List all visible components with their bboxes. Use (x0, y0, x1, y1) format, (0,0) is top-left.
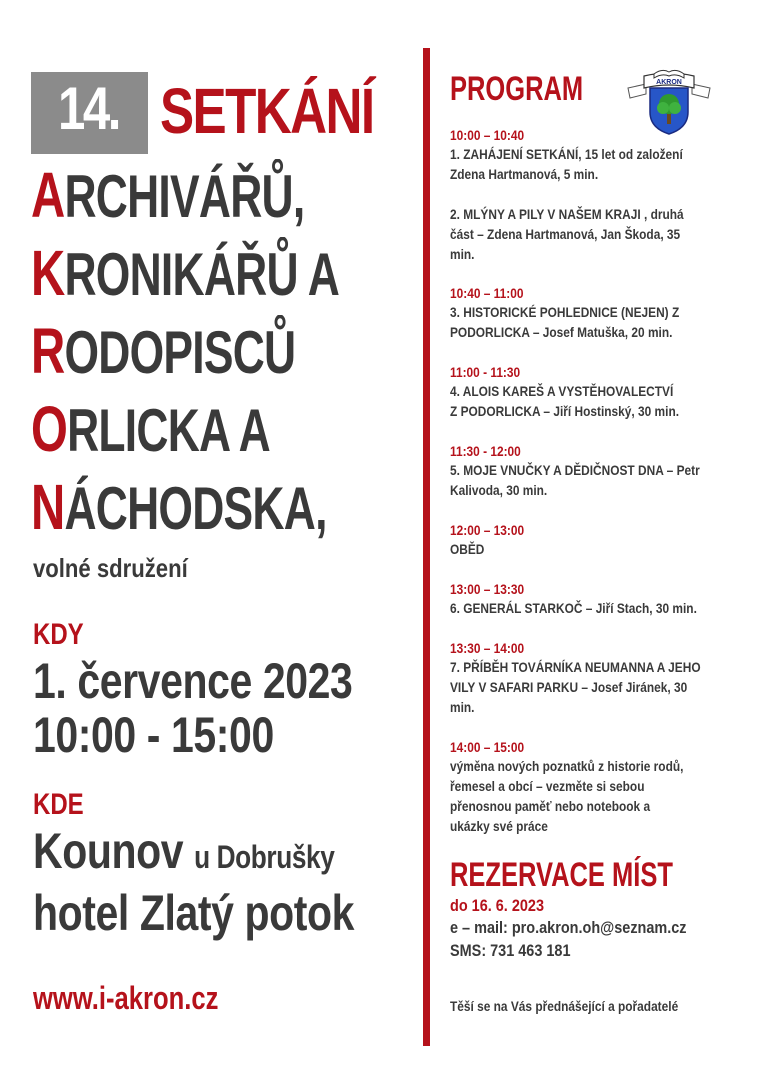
website-link[interactable]: www.i-akron.cz (33, 980, 219, 1016)
program-item-6 (450, 580, 750, 618)
acronym-line-rodopiscu (31, 314, 295, 388)
program-item-7 (450, 639, 750, 717)
program-desc: 3. HISTORICKÉ POHLEDNICE (NEJEN) Z (450, 304, 680, 320)
acronym-capital: N (31, 471, 65, 543)
program-desc: 2. MLÝNY A PILY V NAŠEM KRAJI , druhá (450, 206, 684, 222)
program-spacer (450, 184, 731, 204)
program-desc: 6. GENERÁL STARKOČ – Jiří Stach, 30 min. (450, 600, 697, 616)
program-desc: Kalivoda, 30 min. (450, 482, 548, 498)
program-desc: 1. ZAHÁJENÍ SETKÁNÍ, 15 let od založení (450, 146, 683, 162)
program-desc: přenosnou paměť nebo notebook a (450, 798, 651, 814)
program-time: 14:00 – 15:00 (450, 739, 525, 755)
program-desc: 5. MOJE VNUČKY A DĚDIČNOST DNA – Petr (450, 462, 700, 478)
acronym-capital: O (31, 393, 68, 465)
acronym-line-orlicka (31, 392, 270, 466)
acronym-line-nachodska (31, 470, 327, 544)
program-title: PROGRAM (450, 70, 584, 108)
program-desc: min. (450, 699, 475, 715)
logo-text: AKRON (656, 79, 682, 86)
program-item-5 (450, 521, 750, 559)
program-desc: výměna nových poznatků z historie rodů, (450, 758, 684, 774)
place-suffix: u Dobrušky (194, 839, 335, 875)
program-time: 11:00 - 11:30 (450, 364, 521, 380)
program-item-4 (450, 442, 750, 500)
acronym-line-archivaru (31, 158, 304, 232)
subtitle: volné sdružení (33, 553, 188, 583)
program-time: 13:00 – 13:30 (450, 581, 525, 597)
acronym-rest: RCHIVÁŘŮ, (64, 163, 305, 230)
place-name: Kounov (33, 823, 184, 879)
acronym-capital: K (31, 237, 65, 309)
program-desc: VILY V SAFARI PARKU – Josef Jiránek, 30 (450, 679, 688, 695)
program-time: 10:40 – 11:00 (450, 285, 524, 301)
reservation-email[interactable]: e – mail: pro.akron.oh@seznam.cz (450, 918, 687, 937)
program-desc: řemesel a obcí – vezměte si sebou (450, 778, 645, 794)
event-venue: hotel Zlatý potok (33, 885, 355, 941)
event-time: 10:00 - 15:00 (33, 707, 274, 763)
program-desc: PODORLICKA – Josef Matuška, 20 min. (450, 324, 673, 340)
program-item-1 (450, 126, 750, 264)
title-setkani: SETKÁNÍ (160, 75, 374, 147)
reservation-title: REZERVACE MÍST (450, 856, 673, 894)
program-desc: 4. ALOIS KAREŠ A VYSTĚHOVALECTVÍ (450, 383, 674, 399)
acronym-rest: RLICKA A (67, 397, 270, 464)
program-item-8 (450, 738, 750, 836)
acronym-rest: RONIKÁŘŮ A (64, 241, 340, 308)
acronym-line-kronikaru (31, 236, 339, 310)
column-divider (423, 48, 430, 1046)
acronym-rest: ODOPISCŮ (64, 319, 296, 386)
program-desc: část – Zdena Hartmanová, Jan Škoda, 35 (450, 226, 681, 242)
program-desc: ukázky své práce (450, 818, 548, 834)
acronym-rest: ÁCHODSKA, (64, 475, 327, 542)
program-time: 10:00 – 10:40 (450, 127, 525, 143)
where-label: KDE (33, 788, 84, 821)
program-desc: min. (450, 246, 475, 262)
program-item-2 (450, 284, 750, 342)
program-desc: Z PODORLICKA – Jiří Hostinský, 30 min. (450, 403, 680, 419)
closing-note: Těší se na Vás přednášející a pořadatelé (450, 998, 679, 1014)
program-time: 12:00 – 13:00 (450, 522, 525, 538)
acronym-capital: R (31, 315, 65, 387)
reservation-deadline: do 16. 6. 2023 (450, 896, 544, 915)
when-label: KDY (33, 618, 84, 651)
program-time: 11:30 - 12:00 (450, 443, 521, 459)
program-desc: Zdena Hartmanová, 5 min. (450, 166, 599, 182)
program-item-3 (450, 363, 750, 421)
acronym-capital: A (31, 159, 65, 231)
event-place (33, 822, 334, 880)
event-date: 1. července 2023 (33, 653, 353, 709)
reservation-sms: SMS: 731 463 181 (450, 941, 571, 960)
edition-number: 14. (58, 75, 120, 142)
program-desc: OBĚD (450, 541, 485, 557)
program-time: 13:30 – 14:00 (450, 640, 525, 656)
program-desc: 7. PŘÍBĚH TOVÁRNÍKA NEUMANNA A JEHO (450, 659, 701, 675)
